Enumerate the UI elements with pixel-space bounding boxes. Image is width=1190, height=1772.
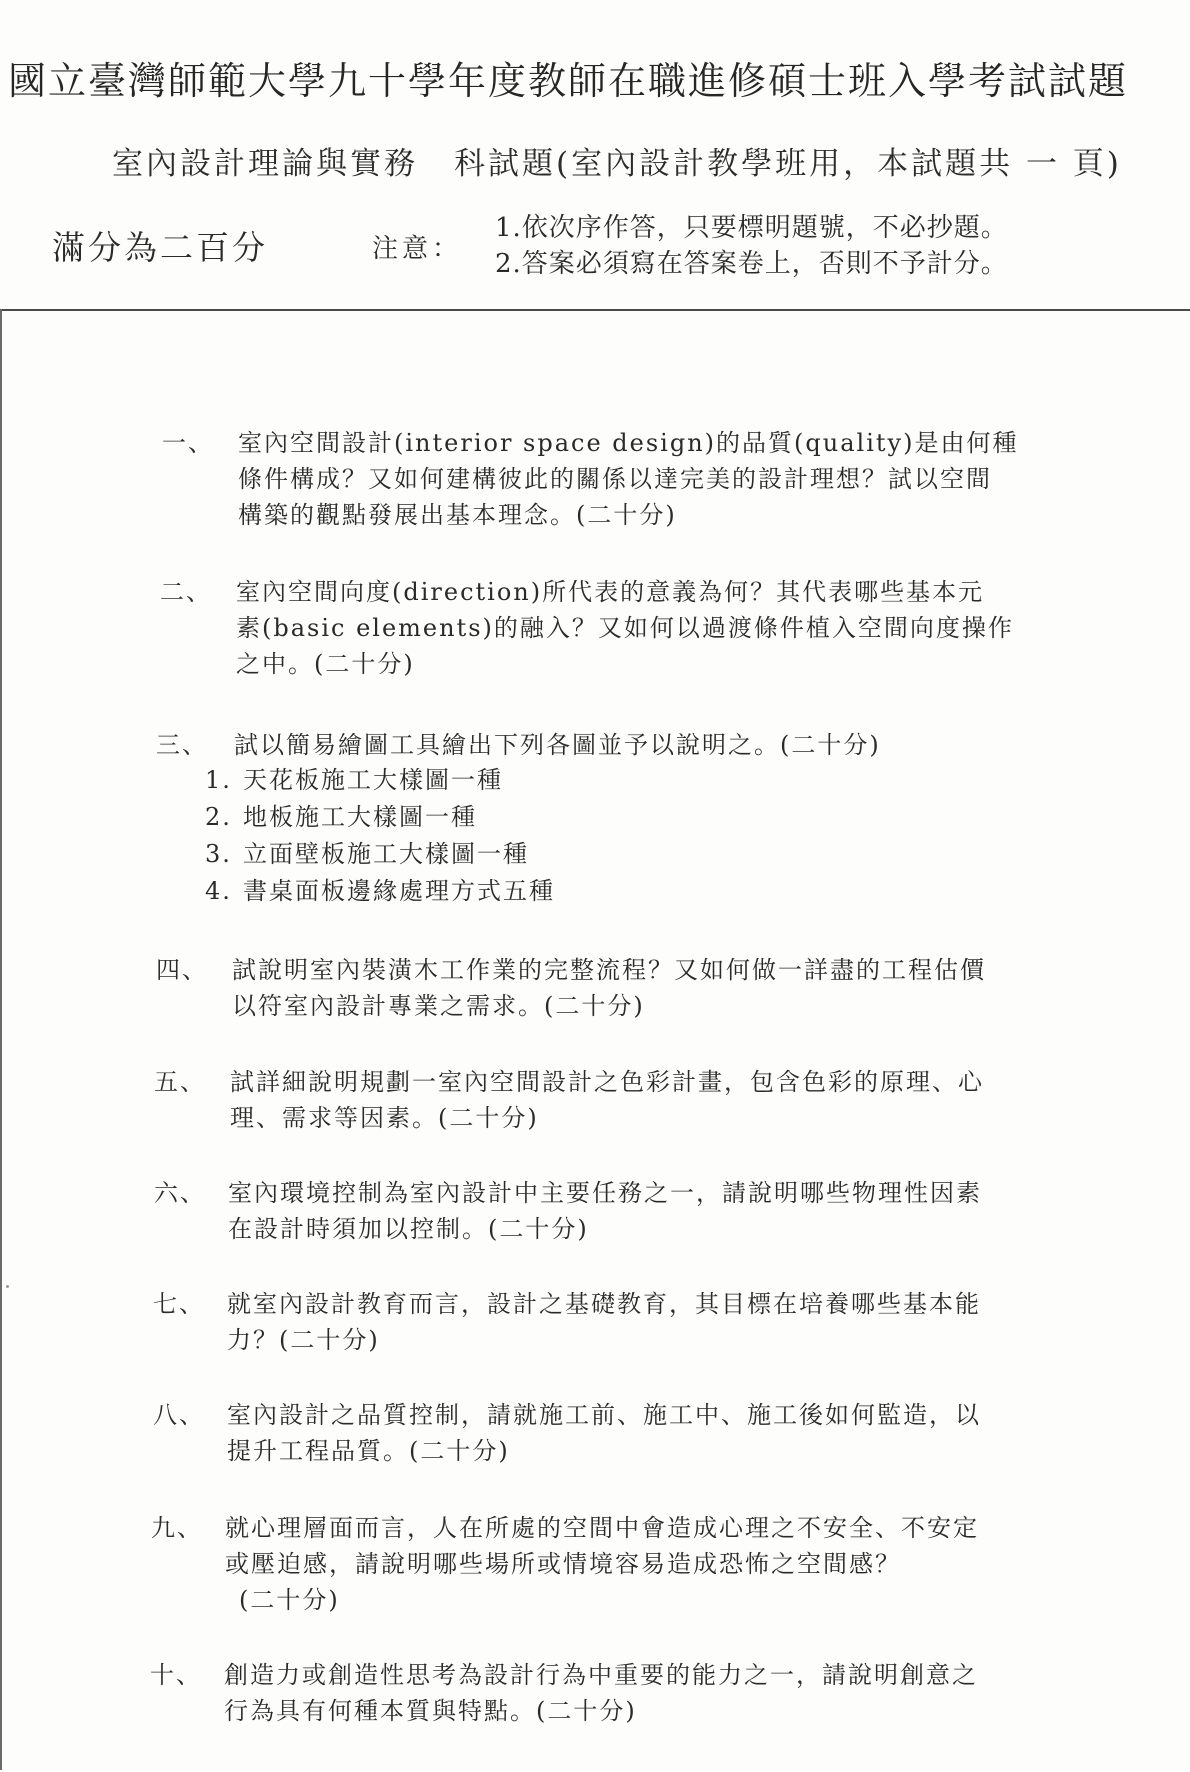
question-line: (二十分) bbox=[239, 1586, 340, 1614]
question-number: 三、 bbox=[156, 731, 208, 759]
question-body bbox=[236, 574, 1036, 682]
subject-suffix: 科試題(室內設計教學班用，本試題共 一 頁) bbox=[454, 146, 1122, 182]
question-body bbox=[227, 1397, 1027, 1469]
question-body bbox=[225, 1510, 1025, 1618]
question-line: 室內空間設計(interior space design)的品質(quality)是由何種 bbox=[238, 429, 1019, 457]
question-number: 六、 bbox=[154, 1179, 206, 1207]
question-line: 試說明室內裝潢木工作業的完整流程？又如何做一詳盡的工程估價 bbox=[232, 956, 986, 984]
sub-item-text: 立面壁板施工大樣圖一種 bbox=[243, 840, 529, 868]
question-number: 十、 bbox=[150, 1661, 202, 1689]
question-line: 條件構成？又如何建構彼此的關係以達完美的設計理想？試以空間 bbox=[238, 465, 992, 493]
question-line: 室內環境控制為室內設計中主要任務之一，請說明哪些物理性因素 bbox=[228, 1179, 982, 1207]
question-line: 力？(二十分) bbox=[227, 1326, 380, 1354]
subject-line bbox=[112, 138, 1122, 183]
question-line: 行為具有何種本質與特點。(二十分) bbox=[224, 1697, 637, 1725]
question-line: 素(basic elements)的融入？又如何以過渡條件植入空間向度操作 bbox=[236, 614, 1014, 642]
question-line: 提升工程品質。(二十分) bbox=[227, 1437, 510, 1465]
sub-item-text: 書桌面板邊緣處理方式五種 bbox=[243, 877, 555, 905]
question-number: 七、 bbox=[153, 1290, 205, 1318]
sub-item-text: 地板施工大樣圖一種 bbox=[243, 803, 477, 831]
question-body bbox=[224, 1657, 1024, 1729]
question-body bbox=[232, 952, 1032, 1024]
question-line: 構築的觀點發展出基本理念。(二十分) bbox=[238, 501, 677, 529]
sub-item bbox=[205, 873, 555, 910]
question-body bbox=[227, 1286, 1027, 1358]
notice-list bbox=[495, 210, 1008, 282]
sub-item-number: 1. bbox=[205, 766, 232, 794]
question-line: 理、需求等因素。(二十分) bbox=[230, 1104, 539, 1132]
question-line: 試以簡易繪圖工具繪出下列各圖並予以說明之。(二十分) bbox=[234, 731, 881, 759]
question-body bbox=[230, 1064, 1030, 1136]
subject-name: 室內設計理論與實務 bbox=[112, 146, 418, 182]
sub-item bbox=[205, 762, 555, 799]
question-number: 一、 bbox=[162, 429, 214, 457]
question-number: 九、 bbox=[151, 1514, 203, 1542]
question-number: 二、 bbox=[160, 578, 212, 606]
question-number: 八、 bbox=[153, 1401, 205, 1429]
sub-item-text: 天花板施工大樣圖一種 bbox=[243, 766, 503, 794]
full-score: 滿分為二百分 bbox=[52, 228, 268, 267]
sub-item-number: 3. bbox=[205, 840, 232, 868]
question-body bbox=[234, 727, 1034, 763]
scan-speck bbox=[6, 1285, 9, 1288]
question-3-sub-items bbox=[205, 762, 555, 910]
notice-item: 1.依次序作答，只要標明題號，不必抄題。 bbox=[495, 213, 1008, 243]
question-number: 五、 bbox=[154, 1068, 206, 1096]
question-line: 在設計時須加以控制。(二十分) bbox=[228, 1215, 589, 1243]
question-line: 或壓迫感，請說明哪些場所或情境容易造成恐怖之空間感？ bbox=[225, 1550, 901, 1578]
question-line: 就室內設計教育而言，設計之基礎教育，其目標在培養哪些基本能 bbox=[227, 1290, 981, 1318]
notice-item: 2.答案必須寫在答案卷上，否則不予計分。 bbox=[495, 249, 1008, 279]
frame-left-border bbox=[0, 309, 2, 1770]
question-line: 試詳細說明規劃一室內空間設計之色彩計畫，包含色彩的原理、心 bbox=[230, 1068, 984, 1096]
question-body bbox=[238, 425, 1038, 533]
exam-title: 國立臺灣師範大學九十學年度教師在職進修碩士班入學考試試題 bbox=[8, 59, 1129, 103]
question-line: 以符室內設計專業之需求。(二十分) bbox=[232, 992, 645, 1020]
question-number: 四、 bbox=[156, 956, 208, 984]
question-line: 就心理層面而言，人在所處的空間中會造成心理之不安全、不安定 bbox=[225, 1514, 979, 1542]
question-line: 創造力或創造性思考為設計行為中重要的能力之一，請說明創意之 bbox=[224, 1661, 978, 1689]
sub-item-number: 2. bbox=[205, 803, 232, 831]
sub-item bbox=[205, 836, 555, 873]
question-line: 室內空間向度(direction)所代表的意義為何？其代表哪些基本元 bbox=[236, 578, 985, 606]
question-line: 之中。(二十分) bbox=[236, 650, 415, 678]
sub-item-number: 4. bbox=[205, 877, 232, 905]
question-body bbox=[228, 1175, 1028, 1247]
sub-item bbox=[205, 799, 555, 836]
question-line: 室內設計之品質控制，請就施工前、施工中、施工後如何監造，以 bbox=[227, 1401, 981, 1429]
notice-label: 注意： bbox=[372, 234, 463, 264]
